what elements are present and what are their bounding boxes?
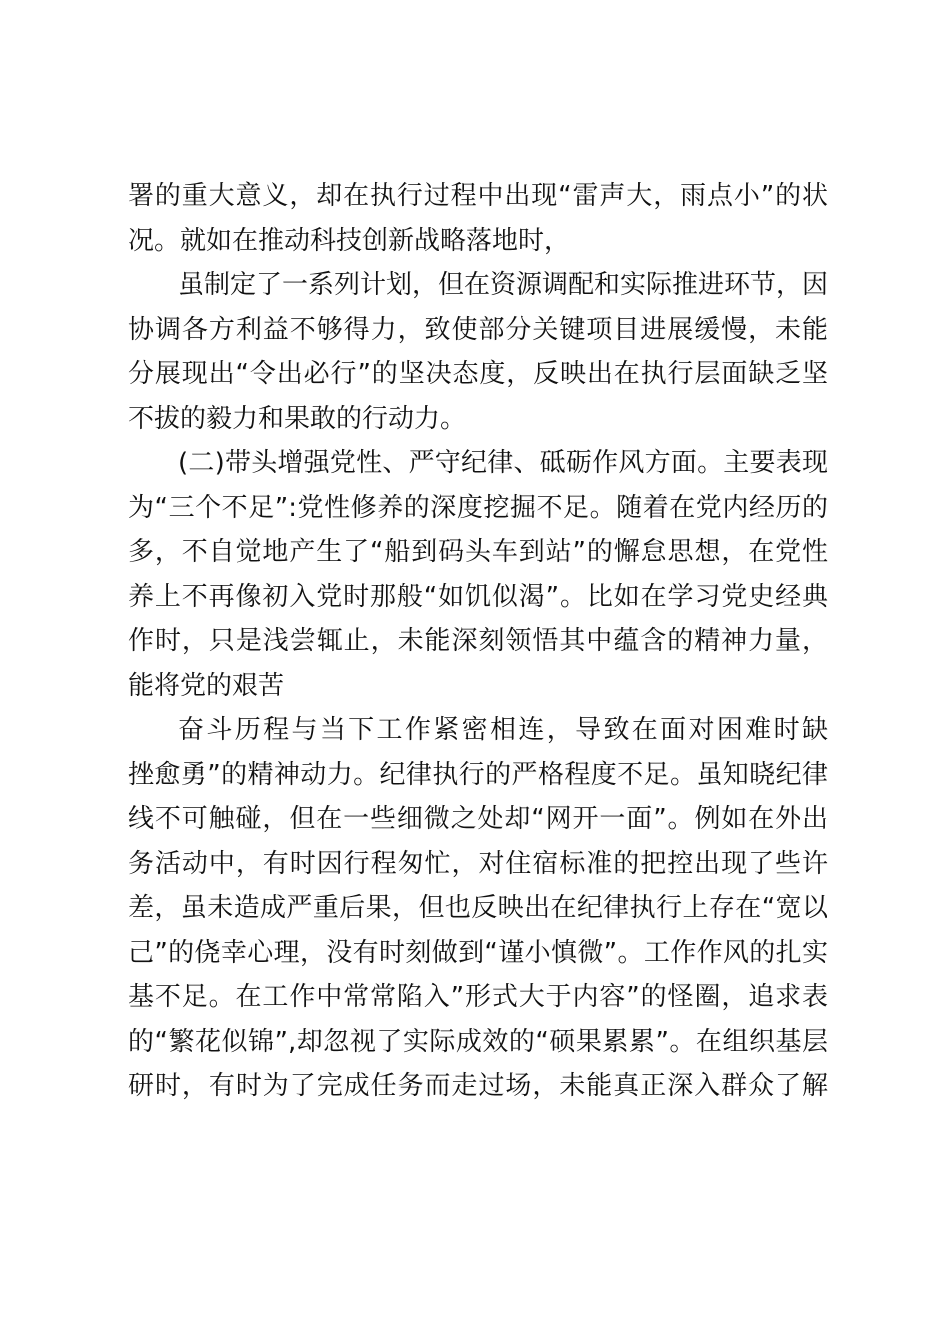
- text-line: 分展现出“令出必行”的坚决态度，反映出在执行层面缺乏坚: [128, 359, 828, 389]
- text-line: 虽制定了一系列计划，但在资源调配和实际推进环节，因: [178, 270, 828, 300]
- text-line: 己”的侥幸心理，没有时刻做到“谨小慎微”。工作作风的扎实: [128, 937, 828, 968]
- text-line: 不拔的毅力和果敢的行动力。: [128, 403, 467, 434]
- text-line: 线不可触碰，但在一些细微之处却“网开一面”。例如在外出: [128, 804, 828, 834]
- text-line: (二)带头增强党性、严守纪律、砥砺作风方面。主要表现: [178, 448, 828, 478]
- text-line: 作时，只是浅尝辄止，未能深刻领悟其中蕴含的精神力量，: [128, 626, 828, 656]
- text-line: 务活动中，有时因行程匆忙，对住宿标准的把控出现了些许: [128, 848, 828, 879]
- text-line: 挫愈勇”的精神动力。纪律执行的严格程度不足。虽知晓纪律: [128, 759, 828, 790]
- text-line: 况。就如在推动科技创新战略落地时，: [128, 225, 571, 256]
- text-line: 的“繁花似锦”,却忽视了实际成效的“硕果累累”。在组织基层: [128, 1026, 828, 1057]
- text-line: 为“三个不足”:党性修养的深度挖掘不足。随着在党内经历的: [128, 492, 828, 523]
- text-line: 基不足。在工作中常常陷入”形式大于内容”的怪圈，追求表: [128, 982, 828, 1012]
- document-body: [128, 174, 828, 1109]
- text-line: 养上不再像初入党时那般“如饥似渴”。比如在学习党史经典: [128, 581, 828, 612]
- text-line: 多，不自觉地产生了“船到码头车到站”的懈怠思想，在党性: [128, 537, 828, 567]
- text-line: 奋斗历程与当下工作紧密相连，导致在面对困难时缺: [178, 715, 828, 745]
- text-line: 研时，有时为了完成任务而走过场，未能真正深入群众了解: [128, 1071, 828, 1101]
- text-line: 能将党的艰苦: [128, 670, 285, 701]
- text-line: 协调各方利益不够得力，致使部分关键项目进展缓慢，未能: [128, 314, 828, 345]
- text-line: 署的重大意义，却在执行过程中出现“雷声大，雨点小”的状: [128, 181, 828, 211]
- text-line: 差，虽未造成严重后果，但也反映出在纪律执行上存在“宽以: [128, 893, 828, 923]
